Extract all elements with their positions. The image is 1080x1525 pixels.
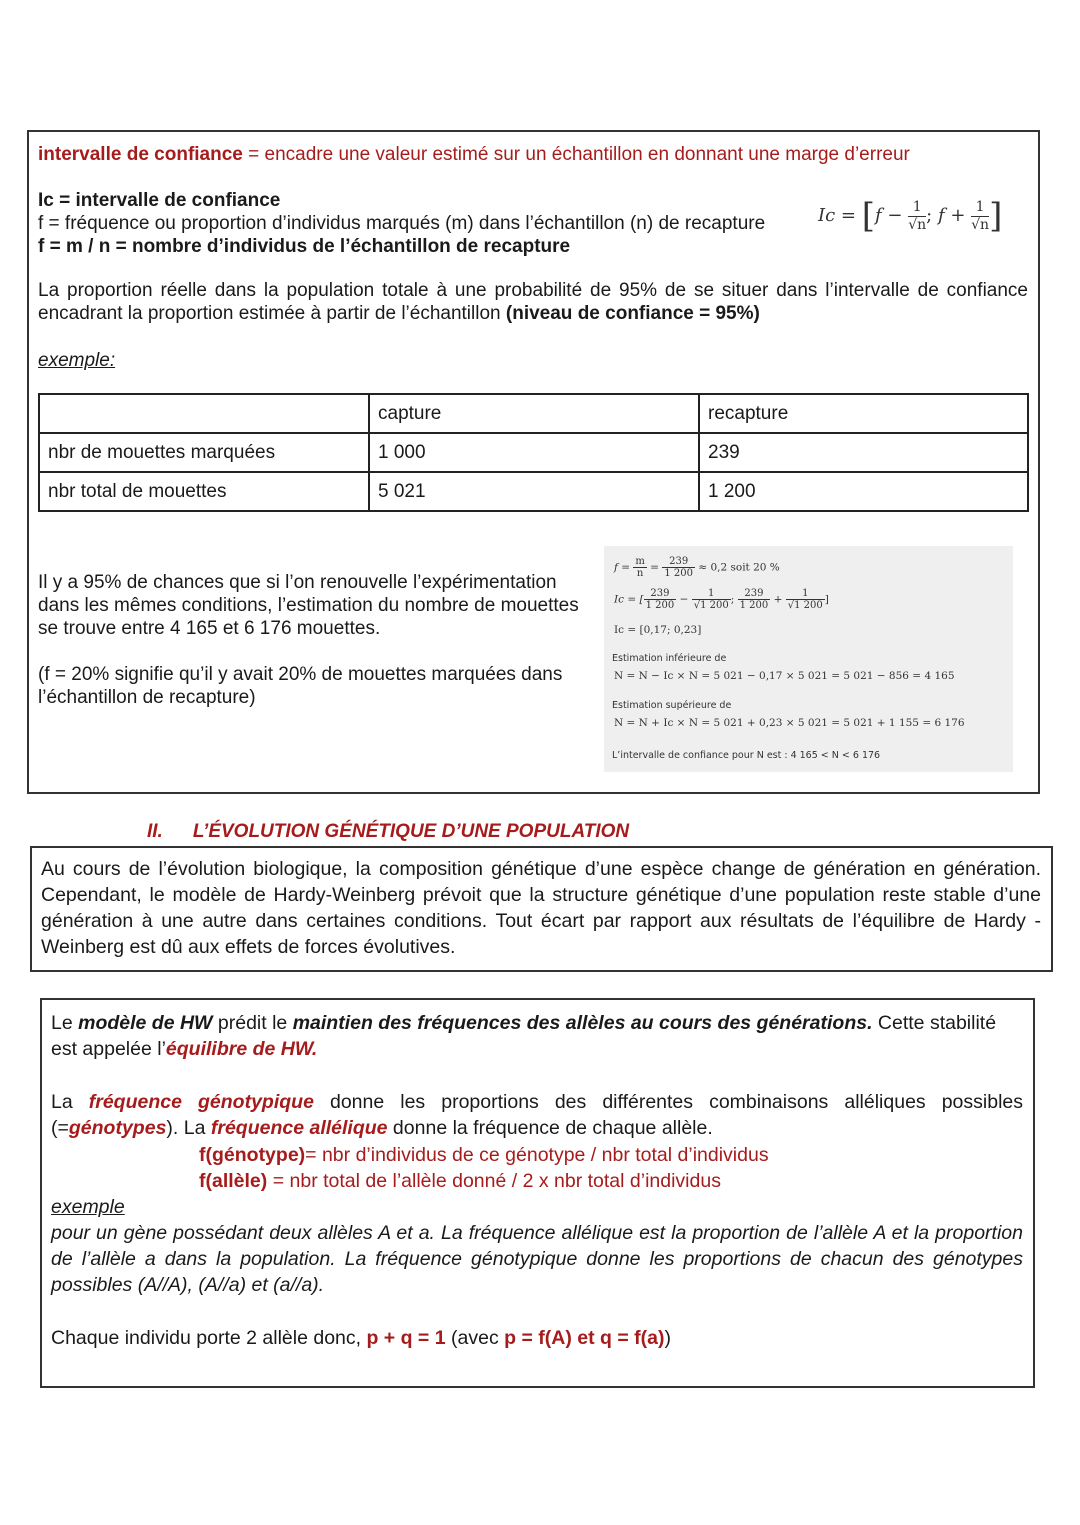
calc-f-line: f = $\frac{m}{n}$ = $\frac{239}{1 200}$ ≈ 0,2 soit 20 % — [614, 556, 780, 579]
table-cell: 239 — [699, 433, 1028, 472]
table-cell — [39, 394, 369, 433]
pq-line: Chaque individu porte 2 allèle donc, p + q = 1 (avec p = f(A) et q = f(a)) — [51, 1327, 671, 1349]
section-title: L’ÉVOLUTION GÉNÉTIQUE D’UNE POPULATION — [192, 821, 630, 842]
hw-paragraph-2: La fréquence génotypique donne les proportions des différentes combinaisons alléliques possibles (=génotypes). La fréquence allélique donne la fréquence de chaque allèle. — [51, 1091, 1024, 1139]
formula-frac-2: $\frac{1}{√n}$ — [971, 198, 990, 233]
f-meaning-paragraph: (f = 20% signifie qu’il y avait 20% de mouettes marquées dans l’échantillon de recapture) — [38, 664, 563, 708]
fallele-line: f(allèle) = nbr total de l’allèle donné / 2 x nbr total d’individus — [199, 1170, 721, 1192]
table-cell: nbr de mouettes marquées — [39, 433, 369, 472]
hw-paragraph-1: Le modèle de HW prédit le maintien des fréquences des allèles au cours des générations. Cette stabilité est appelée l’équilibre de HW. — [51, 1012, 997, 1060]
table-cell: 5 021 — [369, 472, 699, 511]
section-numeral: II. — [147, 821, 163, 842]
exemple-paragraph: pour un gène possédant deux allèles A et a. La fréquence allélique est la proportion de l’allèle A et la proportion de l’allèle a dans la population. La fréquence génotypique donne les proportions de chacun des génotypes possibles (A//A), (A//a) et (a//a). — [51, 1222, 1023, 1296]
evolution-paragraph: Au cours de l’évolution biologique, la composition génétique d’une espèce change de génération en génération. Cependant, le modèle de Hardy-Weinberg prévoit que la structure génétique d’une population reste stable d’une génération à une autre dans certaines conditions. Tout écart par rapport aux résultats de l’équilibre de Hardy - Weinberg est dû aux effets de forces évolutives. — [41, 858, 1041, 958]
ic-formula: Ic = [f − $\frac{1}{√n}$ ; f + $\frac{1}{√n}$ ] — [818, 196, 1003, 236]
fmn-line: f = m / n = nombre d’individus de l’échantillon de recapture — [38, 236, 571, 257]
definition-line — [38, 143, 910, 166]
table-cell: nbr total de mouettes — [39, 472, 369, 511]
table-row — [39, 433, 1028, 472]
fgenotype-line: f(génotype)= nbr d’individus de ce génotype / nbr total d’individus — [199, 1144, 769, 1166]
table-cell: recapture — [699, 394, 1028, 433]
f-line: f = fréquence ou proportion d’individus marqués (m) dans l’échantillon (n) de recapture — [38, 213, 766, 234]
exemple-label-1: exemple: — [38, 350, 116, 371]
formula-label: Ic = — [818, 205, 856, 226]
definition-term: intervalle de confiance — [38, 144, 243, 165]
table-cell: capture — [369, 394, 699, 433]
formula-bracket-right: ] — [989, 196, 1003, 236]
calc-est-sup: N = N + Ic × N = 5 021 + 0,23 × 5 021 = 5 021 + 1 155 = 6 176 — [614, 717, 965, 729]
formula-f2: f — [937, 205, 945, 226]
chances-paragraph: Il y a 95% de chances que si l’on renouvelle l’expérimentation dans les mêmes conditions, l’estimation du nombre de mouettes se trouve entre 4 165 et 6 176 mouettes. — [38, 572, 579, 639]
exemple-label-2: exemple — [51, 1196, 125, 1218]
calc-ic-line: Ic = [ $\frac{239}{1 200}$ − $\frac{1}{√1 200}$ ; $\frac{239}{1 200}$ + $\frac{1}{√1 200}$ ] — [614, 588, 829, 611]
calc-est-inf-label: Estimation inférieure de — [612, 653, 727, 664]
table-cell: 1 000 — [369, 433, 699, 472]
calc-interval-text: L’intervalle de confiance pour N est : 4 165 < N < 6 176 — [612, 750, 881, 761]
definition-text: = encadre une valeur estimé sur un échantillon en donnant une marge d’erreur — [242, 144, 910, 165]
proportion-paragraph: La proportion réelle dans la population totale à une probabilité de 95% de se situer dans l’intervalle de confiance encadrant la proportion estimée à partir de l’échantillon (niveau de confiance = 95%) — [38, 280, 1028, 324]
calc-est-inf: N = N − Ic × N = 5 021 − 0,17 × 5 021 = 5 021 − 856 = 4 165 — [614, 670, 955, 682]
table-row — [39, 472, 1028, 511]
table-cell: 1 200 — [699, 472, 1028, 511]
section-heading — [147, 821, 629, 843]
formula-frac-1: $\frac{1}{√n}$ — [908, 198, 927, 233]
calc-ic-result: Ic = [0,17; 0,23] — [614, 624, 702, 636]
calc-est-sup-label: Estimation supérieure de — [612, 700, 732, 711]
ic-line: Ic = intervalle de confiance — [38, 190, 281, 211]
formula-f1: f — [875, 205, 882, 226]
calculation-panel — [604, 546, 1013, 772]
capture-table — [38, 393, 1029, 512]
table-header-row — [39, 394, 1028, 433]
formula-bracket-left: [ — [861, 196, 875, 236]
